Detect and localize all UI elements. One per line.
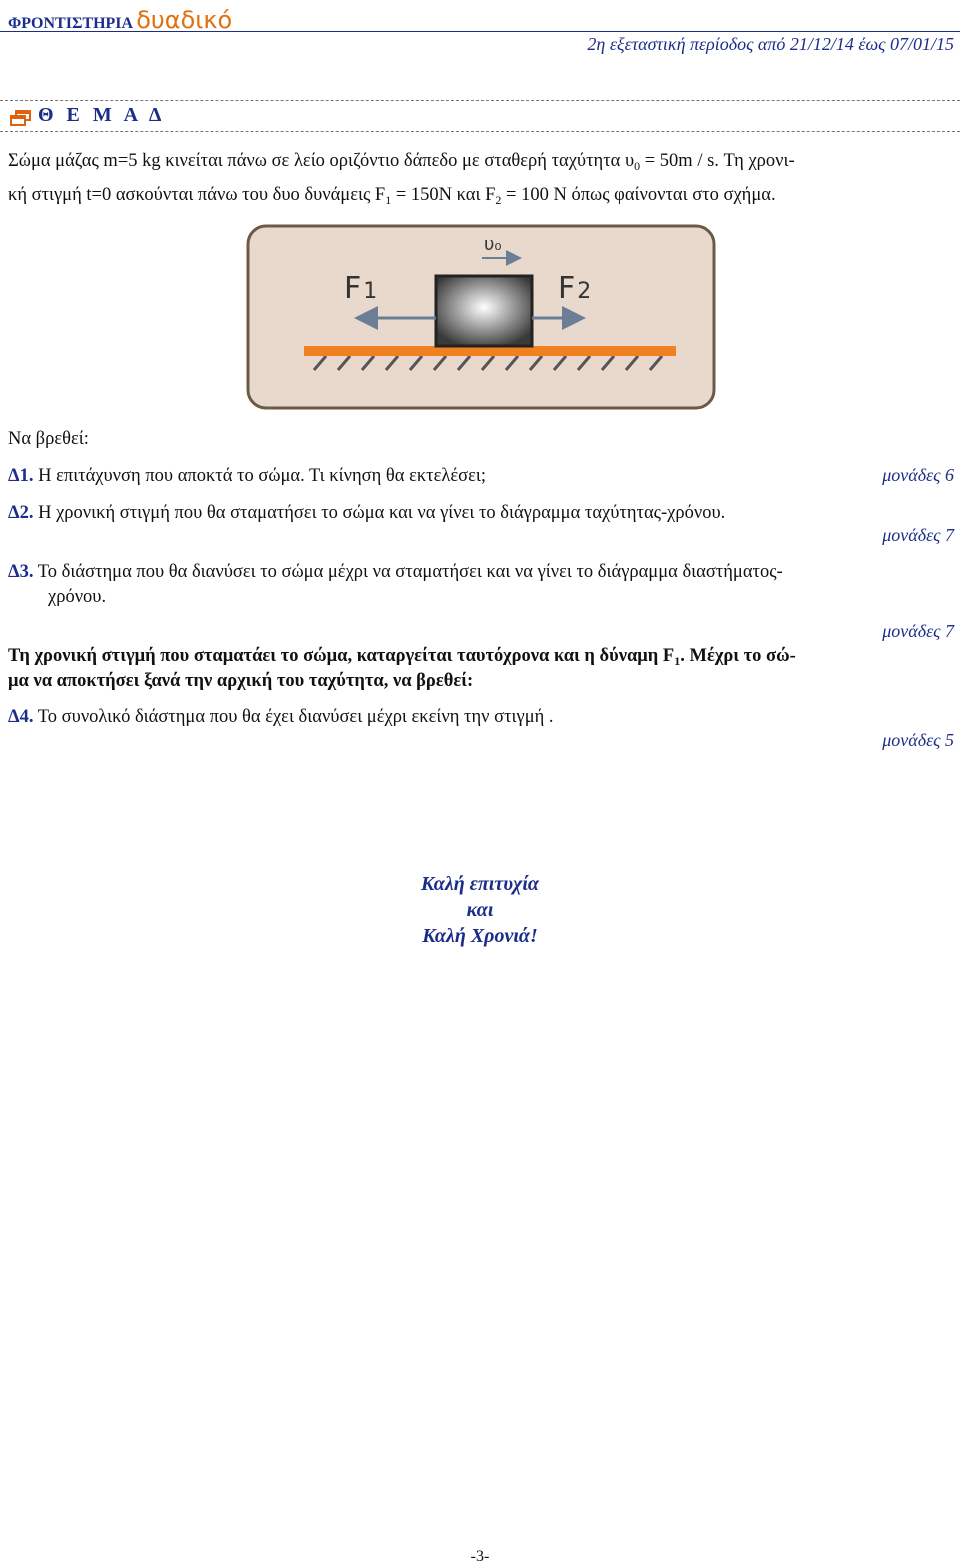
header-brand [8, 6, 232, 34]
question-1-text: Η επιτάχυνση που αποκτά το σώμα. Τι κίνηση θα εκτελέσει; [38, 466, 486, 486]
f2-value: = 100 N [501, 185, 567, 205]
force-diagram [246, 224, 716, 410]
f1-label-sub: 1 [363, 279, 378, 304]
intro-text-2b: όπως φαίνονται στο σχήμα. [566, 185, 776, 205]
page-number: -3- [470, 1548, 490, 1565]
v0-value: = 50m / s [640, 151, 715, 171]
intro-and: και [452, 185, 486, 205]
bold-paragraph-line-2: μα να αποκτήσει ξανά την αρχική του ταχύτητα, να βρεθεί: [8, 671, 474, 691]
question-3-id: Δ3. [8, 562, 34, 582]
question-1-id: Δ1. [8, 466, 34, 486]
windows-icon [10, 110, 32, 126]
intro-text-2a: κή στιγμή t=0 ασκούνται πάνω του δυο δυνάμεις [8, 185, 375, 205]
intro-line-1 [8, 150, 795, 173]
f1-subscript: 1 [385, 193, 392, 207]
question-2 [8, 502, 725, 524]
question-4-id: Δ4. [8, 707, 34, 727]
question-2-marks: μονάδες 7 [882, 525, 954, 545]
question-1 [8, 465, 486, 487]
f1-label-letter: F [344, 271, 362, 306]
intro-text-1b: . Τη χρονι- [714, 151, 795, 171]
bold-subscript: 1 [674, 654, 681, 668]
question-4 [8, 706, 554, 728]
question-2-id: Δ2. [8, 503, 34, 523]
v0-symbol: υ [624, 151, 635, 171]
header-period: 2η εξεταστική περίοδος από 21/12/14 έως 07/01/15 [587, 34, 954, 54]
question-3 [8, 561, 783, 583]
question-3-text-1: Το διάστημα που θα διανύσει το σώμα μέχρι να σταματήσει και να γίνει το διάγραμμα διαστήματος- [37, 562, 783, 582]
theme-bottom-rule [0, 131, 960, 132]
question-3-marks: μονάδες 7 [882, 621, 954, 641]
closing-line-1: Καλή επιτυχία [421, 873, 539, 895]
theme-top-rule [0, 100, 960, 101]
question-2-text: Η χρονική στιγμή που θα σταματήσει το σώμα και να γίνει το διάγραμμα ταχύτητας-χρόνου. [38, 503, 726, 523]
closing-line-3: Καλή Χρονιά! [422, 925, 538, 947]
header-brand-name: δυαδικό [136, 6, 233, 34]
f1-value: = 150N [391, 185, 452, 205]
header-prefix: ΦΡΟΝΤΙΣΤΗΡΙΑ [8, 15, 133, 32]
block [436, 276, 532, 346]
bold-paragraph-line-1 [8, 645, 796, 668]
bold-text-1b: . Μέχρι το σώ- [680, 646, 796, 666]
closing-message [0, 871, 960, 949]
f2-label-sub: 2 [577, 279, 592, 304]
f2-subscript: 2 [495, 193, 502, 207]
find-label: Να βρεθεί: [8, 429, 89, 449]
intro-text-1a: Σώμα μάζας m=5 kg κινείται πάνω σε λείο οριζόντιο δάπεδο με σταθερή ταχύτητα [8, 151, 625, 171]
closing-line-2: και [466, 899, 494, 921]
f2-label-letter: F [558, 271, 576, 306]
f1-symbol: F [374, 185, 386, 205]
f2-symbol: F [485, 185, 496, 205]
bold-text-1a: Τη χρονική στιγμή που σταματάει το σώμα, καταργείται ταυτόχρονα και η δύναμη F [8, 646, 675, 666]
velocity-label: υ₀ [484, 234, 502, 255]
header-divider [0, 31, 960, 32]
question-3-text-2: χρόνου. [48, 587, 107, 607]
question-4-marks: μονάδες 5 [882, 730, 954, 750]
question-4-text: Το συνολικό διάστημα που θα έχει διανύσει μέχρι εκείνη την στιγμή . [37, 707, 554, 727]
intro-line-2 [8, 184, 776, 207]
theme-title: Θ Ε Μ Α Δ [38, 104, 166, 126]
v0-subscript: 0 [634, 159, 641, 173]
question-1-marks: μονάδες 6 [882, 465, 954, 485]
